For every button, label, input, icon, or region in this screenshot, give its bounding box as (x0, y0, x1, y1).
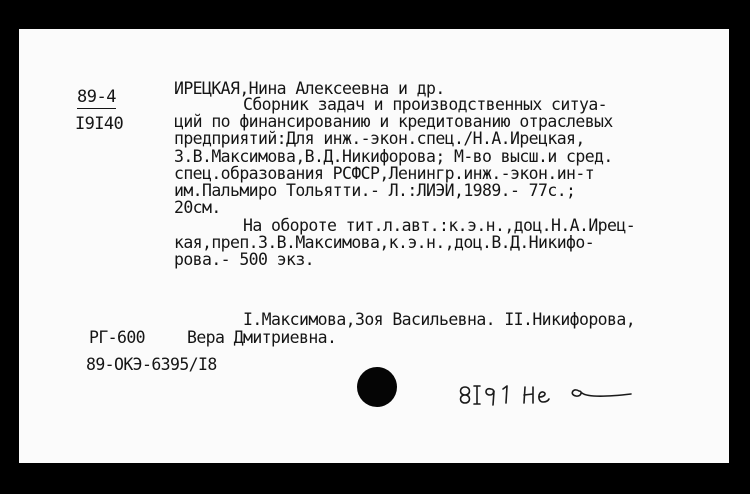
card-text-line: З.В.Максимова,В.Д.Никифорова; М-во высш.и сред. (174, 147, 613, 166)
card-text-line: рова.- 500 экз. (174, 250, 315, 269)
card-text-line: Вера Дмитриевна. (187, 328, 337, 347)
punch-hole (357, 367, 397, 407)
card-text-line: спец.образования РСФСР,Ленингр.инж.-экон.ин-т (174, 164, 595, 183)
card-text-line: На обороте тит.л.авт.:к.э.н.,доц.Н.А.Ирец- (243, 216, 636, 235)
card-text-line: предприятий:Для инж.-экон.спец./Н.А.Ирецкая, (174, 129, 585, 148)
card-text-line: им.Пальмиро Тольятти.- Л.:ЛИЭИ,1989.- 77с.; (174, 181, 576, 200)
catalog-code: 89-ОКЭ-6395/I8 (86, 355, 217, 374)
series-mark: РГ-600 (89, 328, 146, 347)
card-author-heading: ИРЕЦКАЯ,Нина Алексеевна и др. (174, 79, 445, 98)
card-text-line: ций по финансированию и кредитованию отраслевых (174, 112, 613, 131)
card-text-line: 20см. (174, 198, 221, 217)
card-text-line: Сборник задач и производственных ситуа- (243, 95, 608, 114)
shelf-mark: 89-4 (77, 87, 116, 107)
inventory-number: I9I40 (75, 114, 124, 134)
handwritten-note-icon (455, 375, 695, 415)
card-text-line: I.Максимова,Зоя Васильевна. II.Никифорова, (243, 310, 636, 329)
card-text-line: кая,преп.З.В.Максимова,к.э.н.,доц.В.Д.Никифо- (174, 233, 595, 252)
handwritten-note (455, 375, 695, 419)
catalog-card (19, 29, 729, 463)
